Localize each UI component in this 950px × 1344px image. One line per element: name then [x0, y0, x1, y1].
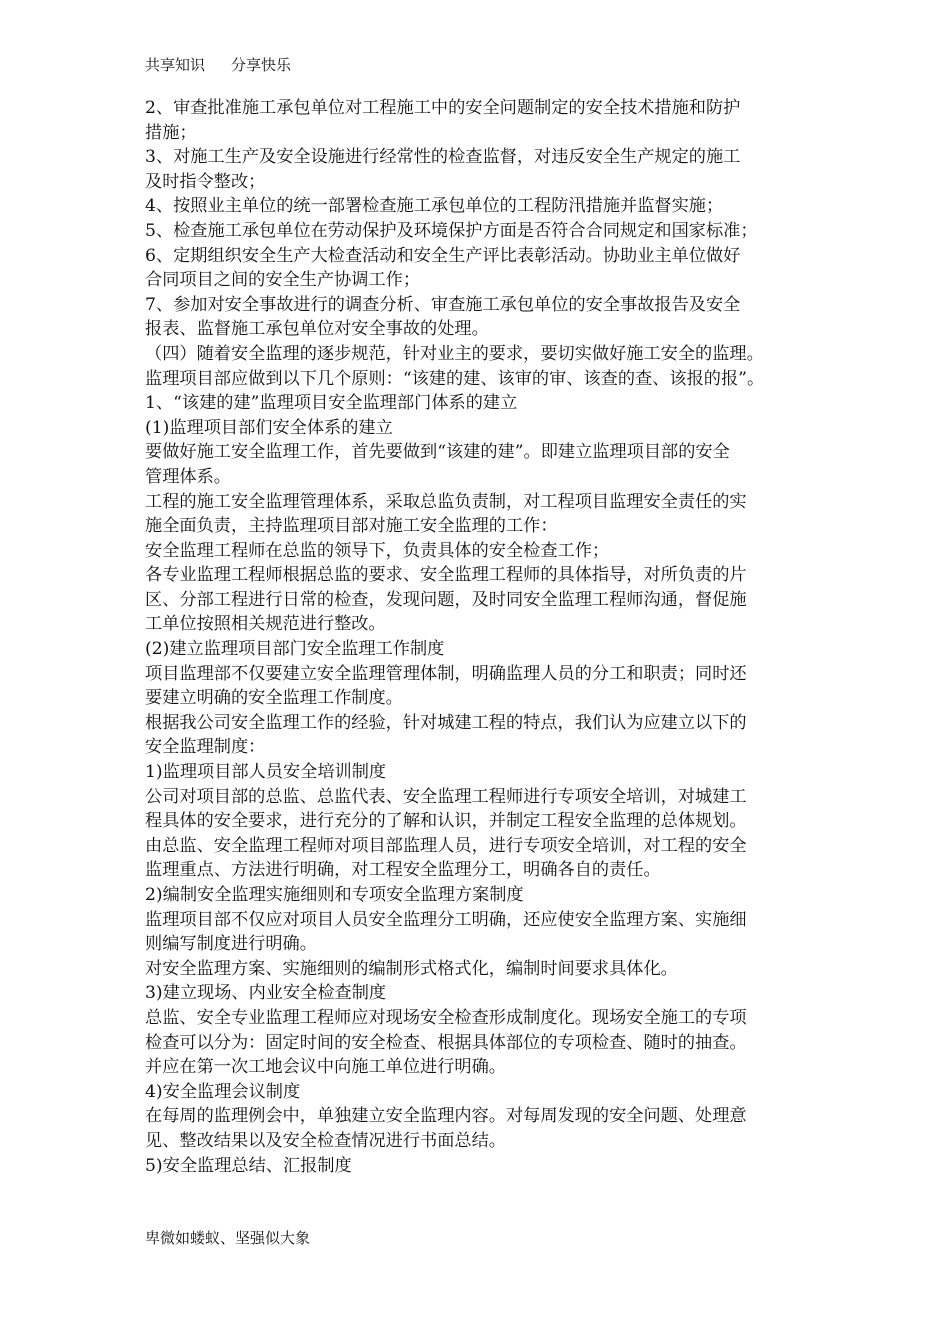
text-line: 报表、监督施工承包单位对安全事故的处理。: [145, 319, 489, 340]
text-line: 项目监理部不仅要建立安全监理管理体制，明确监理人员的分工和职责；同时还: [145, 663, 747, 684]
document-body: [145, 96, 815, 1178]
page-footer: [145, 1228, 310, 1248]
text-line: 并应在第一次工地会议中向施工单位进行明确。: [145, 1057, 506, 1078]
text-line: 工单位按照相关规范进行整改。: [145, 614, 386, 635]
text-line: 安全监理制度：: [145, 737, 266, 758]
text-line: 检查可以分为：固定时间的安全检查、根据具体部位的专项检查、随时的抽查。: [145, 1032, 747, 1053]
text-line: 管理体系。: [145, 466, 231, 487]
text-line: 及时指令整改；: [145, 171, 266, 192]
text-line: 公司对项目部的总监、总监代表、安全监理工程师进行专项安全培训，对城建工: [145, 786, 747, 807]
text-line: 3)建立现场、内业安全检查制度: [145, 983, 387, 1004]
text-line: 7、参加对安全事故进行的调查分析、审查施工承包单位的安全事故报告及安全: [145, 294, 741, 315]
header-left-text: 共享知识: [145, 56, 206, 74]
text-line: 工程的施工安全监理管理体系，采取总监负责制，对工程项目监理安全责任的实: [145, 491, 747, 512]
text-line: 根据我公司安全监理工作的经验，针对城建工程的特点，我们认为应建立以下的: [145, 712, 747, 733]
footer-text: 卑微如蝼蚁、坚强似大象: [145, 1229, 311, 1247]
text-line: 监理项目部应做到以下几个原则：“该建的建、该审的审、该查的查、该报的报”。: [145, 368, 765, 389]
text-line: 由总监、安全监理工程师对项目部监理人员，进行专项安全培训，对工程的安全: [145, 835, 747, 856]
text-line: 对安全监理方案、实施细则的编制形式格式化，编制时间要求具体化。: [145, 958, 678, 979]
text-line: (2)建立监理项目部门安全监理工作制度: [145, 639, 445, 660]
text-line: 程具体的安全要求，进行充分的了解和认识，并制定工程安全监理的总体规划。: [145, 811, 747, 832]
header-right-text: 分享快乐: [231, 56, 292, 74]
text-line: 则编写制度进行明确。: [145, 934, 317, 955]
text-line: 要做好施工安全监理工作，首先要做到“该建的建”。即建立监理项目部的安全: [145, 442, 730, 463]
text-line: 5)安全监理总结、汇报制度: [145, 1155, 352, 1176]
text-line: 2)编制安全监理实施细则和专项安全监理方案制度: [145, 885, 524, 905]
page-header: [145, 55, 291, 75]
text-line: 区、分部工程进行日常的检查，发现问题，及时同安全监理工程师沟通，督促施: [145, 589, 747, 610]
text-line: 施全面负责，主持监理项目部对施工安全监理的工作：: [145, 516, 558, 537]
text-line: 安全监理工程师在总监的领导下，负责具体的安全检查工作；: [145, 540, 610, 561]
text-line: （四）随着安全监理的逐步规范，针对业主的要求，要切实做好施工安全的监理。: [145, 343, 764, 364]
text-line: 见、整改结果以及安全检查情况进行书面总结。: [145, 1130, 506, 1151]
text-line: 合同项目之间的安全生产协调工作；: [145, 270, 421, 291]
text-line: 在每周的监理例会中，单独建立安全监理内容。对每周发现的安全问题、处理意: [145, 1106, 747, 1127]
text-line: 1、“该建的建”监理项目安全监理部门体系的建立: [145, 393, 518, 414]
text-line: 措施；: [145, 122, 197, 143]
text-line: (1)监理项目部们安全体系的建立: [145, 417, 393, 438]
text-line: 2、审查批准施工承包单位对工程施工中的安全问题制定的安全技术措施和防护: [145, 98, 741, 118]
text-line: 6、定期组织安全生产大检查活动和安全生产评比表彰活动。协助业主单位做好: [145, 245, 741, 266]
text-line: 1)监理项目部人员安全培训制度: [145, 762, 387, 783]
text-line: 要建立明确的安全监理工作制度。: [145, 688, 403, 709]
text-line: 3、对施工生产及安全设施进行经常性的检查监督，对违反安全生产规定的施工: [145, 147, 741, 168]
text-line: 总监、安全专业监理工程师应对现场安全检查形成制度化。现场安全施工的专项: [145, 1007, 747, 1028]
text-line: 监理项目部不仅应对项目人员安全监理分工明确，还应使安全监理方案、实施细: [145, 909, 747, 930]
text-line: 5、检查施工承包单位在劳动保护及环境保护方面是否符合合同规定和国家标准；: [145, 220, 758, 241]
text-line: 4、按照业主单位的统一部署检查施工承包单位的工程防汛措施并监督实施；: [145, 196, 724, 217]
text-line: 4)安全监理会议制度: [145, 1081, 301, 1102]
text-line: 监理重点、方法进行明确，对工程安全监理分工，明确各自的责任。: [145, 860, 661, 881]
text-line: 各专业监理工程师根据总监的要求、安全监理工程师的具体指导，对所负责的片: [145, 565, 747, 586]
